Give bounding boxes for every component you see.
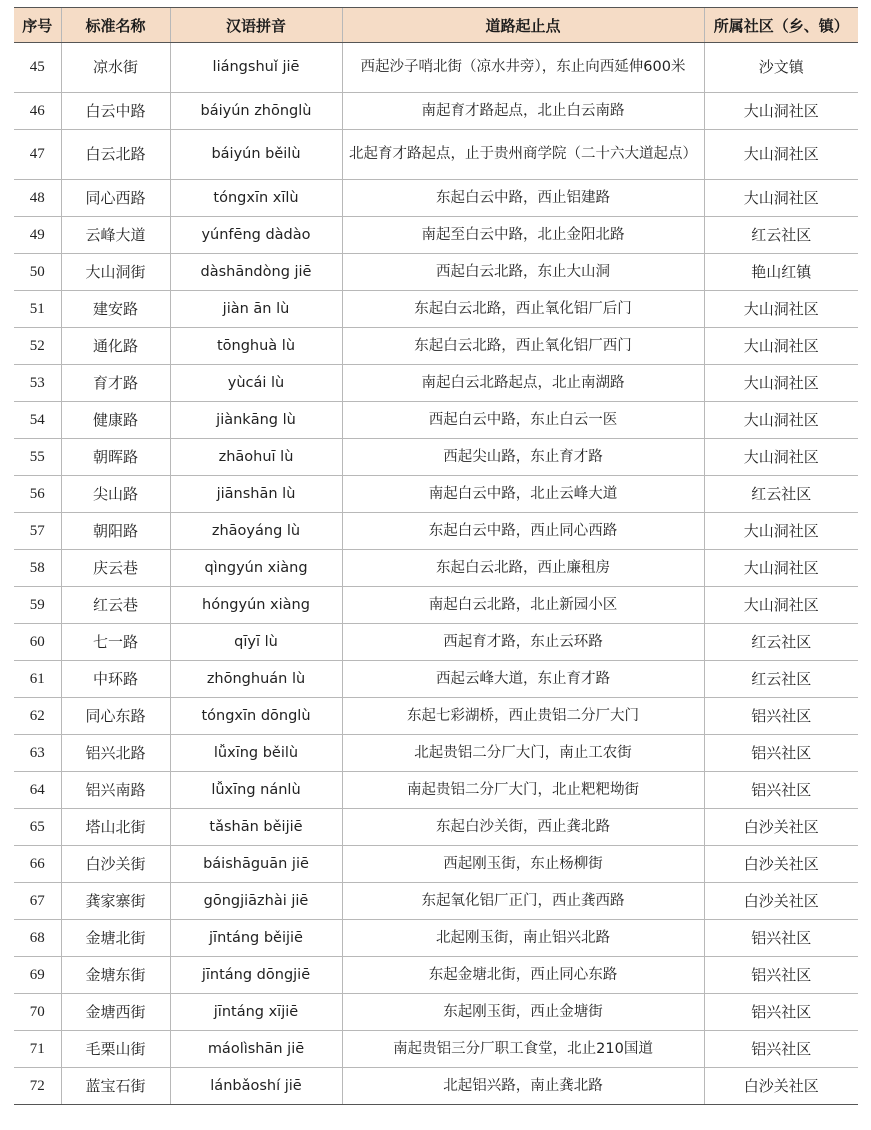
row-number: 64: [14, 772, 61, 809]
row-pinyin: jīntáng běijiē: [170, 920, 342, 957]
table-row: [14, 587, 858, 624]
row-pinyin: yùcái lù: [170, 365, 342, 402]
row-route: 南起贵铝三分厂职工食堂，北止210国道: [342, 1031, 704, 1068]
table-row: [14, 920, 858, 957]
row-number: 55: [14, 439, 61, 476]
row-number: 63: [14, 735, 61, 772]
row-route: 北起铝兴路，南止龚北路: [342, 1068, 704, 1105]
row-route: 东起白云北路，西止氧化铝厂西门: [342, 328, 704, 365]
table-row: [14, 476, 858, 513]
row-community: 铝兴社区: [704, 957, 858, 994]
row-route: 南起白云北路，北止新园小区: [342, 587, 704, 624]
row-pinyin: báiyún zhōnglù: [170, 93, 342, 130]
row-pinyin: lǚxīng běilù: [170, 735, 342, 772]
row-number: 56: [14, 476, 61, 513]
row-pinyin: qìngyún xiàng: [170, 550, 342, 587]
header-standard-name: 标准名称: [61, 8, 170, 43]
row-pinyin: zhōnghuán lù: [170, 661, 342, 698]
row-standard-name: 建安路: [61, 291, 170, 328]
row-standard-name: 毛栗山街: [61, 1031, 170, 1068]
row-community: 白沙关社区: [704, 1068, 858, 1105]
row-route: 北起育才路起点，止于贵州商学院（二十六大道起点）: [342, 130, 704, 180]
row-standard-name: 塔山北街: [61, 809, 170, 846]
row-standard-name: 金塘东街: [61, 957, 170, 994]
row-community: 白沙关社区: [704, 809, 858, 846]
row-community: 红云社区: [704, 624, 858, 661]
row-route: 西起尖山路，东止育才路: [342, 439, 704, 476]
row-route: 东起白云中路，西止铝建路: [342, 180, 704, 217]
row-standard-name: 金塘北街: [61, 920, 170, 957]
row-number: 52: [14, 328, 61, 365]
row-community: 大山洞社区: [704, 328, 858, 365]
row-standard-name: 通化路: [61, 328, 170, 365]
road-names-table: [14, 7, 858, 1105]
row-pinyin: lánbǎoshí jiē: [170, 1068, 342, 1105]
row-route: 西起云峰大道，东止育才路: [342, 661, 704, 698]
table-row: [14, 291, 858, 328]
row-community: 大山洞社区: [704, 365, 858, 402]
row-route: 北起刚玉街，南止铝兴北路: [342, 920, 704, 957]
row-standard-name: 育才路: [61, 365, 170, 402]
row-standard-name: 白沙关街: [61, 846, 170, 883]
row-route: 南起白云北路起点，北止南湖路: [342, 365, 704, 402]
row-community: 大山洞社区: [704, 513, 858, 550]
row-community: 白沙关社区: [704, 883, 858, 920]
row-standard-name: 铝兴南路: [61, 772, 170, 809]
table-row: [14, 883, 858, 920]
row-standard-name: 朝阳路: [61, 513, 170, 550]
table-row: [14, 661, 858, 698]
row-community: 大山洞社区: [704, 180, 858, 217]
row-standard-name: 庆云巷: [61, 550, 170, 587]
row-route: 东起氧化铝厂正门，西止龚西路: [342, 883, 704, 920]
row-standard-name: 铝兴北路: [61, 735, 170, 772]
row-standard-name: 同心西路: [61, 180, 170, 217]
row-community: 红云社区: [704, 476, 858, 513]
row-community: 铝兴社区: [704, 1031, 858, 1068]
table-row: [14, 439, 858, 476]
row-route: 东起刚玉街，西止金塘街: [342, 994, 704, 1031]
row-community: 铝兴社区: [704, 698, 858, 735]
table-row: [14, 365, 858, 402]
table-row: [14, 93, 858, 130]
row-number: 66: [14, 846, 61, 883]
table-row: [14, 328, 858, 365]
row-community: 大山洞社区: [704, 587, 858, 624]
row-standard-name: 朝晖路: [61, 439, 170, 476]
table-row: [14, 772, 858, 809]
table-row: [14, 735, 858, 772]
row-route: 南起育才路起点，北止白云南路: [342, 93, 704, 130]
row-route: 西起刚玉街，东止杨柳街: [342, 846, 704, 883]
table-row: [14, 254, 858, 291]
table-row: [14, 550, 858, 587]
table-row: [14, 130, 858, 180]
header-route: 道路起止点: [342, 8, 704, 43]
row-route: 西起育才路，东止云环路: [342, 624, 704, 661]
row-route: 东起白云北路，西止氧化铝厂后门: [342, 291, 704, 328]
row-route: 西起白云中路，东止白云一医: [342, 402, 704, 439]
row-route: 南起贵铝二分厂大门，北止粑粑坳街: [342, 772, 704, 809]
row-community: 沙文镇: [704, 43, 858, 93]
row-route: 北起贵铝二分厂大门，南止工农街: [342, 735, 704, 772]
row-pinyin: gōngjiāzhài jiē: [170, 883, 342, 920]
row-pinyin: tōnghuà lù: [170, 328, 342, 365]
row-pinyin: tóngxīn dōnglù: [170, 698, 342, 735]
table-row: [14, 846, 858, 883]
table-row: [14, 180, 858, 217]
row-pinyin: liángshuǐ jiē: [170, 43, 342, 93]
row-number: 53: [14, 365, 61, 402]
row-community: 红云社区: [704, 661, 858, 698]
row-pinyin: jiàn ān lù: [170, 291, 342, 328]
row-standard-name: 同心东路: [61, 698, 170, 735]
row-route: 西起沙子哨北街（凉水井旁），东止向西延伸600米: [342, 43, 704, 93]
row-number: 71: [14, 1031, 61, 1068]
row-community: 铝兴社区: [704, 920, 858, 957]
row-number: 72: [14, 1068, 61, 1105]
row-number: 60: [14, 624, 61, 661]
row-standard-name: 金塘西街: [61, 994, 170, 1031]
row-route: 东起七彩湖桥，西止贵铝二分厂大门: [342, 698, 704, 735]
row-community: 大山洞社区: [704, 439, 858, 476]
row-standard-name: 云峰大道: [61, 217, 170, 254]
row-pinyin: jīntáng dōngjiē: [170, 957, 342, 994]
row-community: 大山洞社区: [704, 130, 858, 180]
row-pinyin: dàshāndòng jiē: [170, 254, 342, 291]
row-number: 54: [14, 402, 61, 439]
row-standard-name: 蓝宝石街: [61, 1068, 170, 1105]
row-route: 南起至白云中路，北止金阳北路: [342, 217, 704, 254]
row-number: 47: [14, 130, 61, 180]
table-header-row: [14, 8, 858, 43]
table-row: [14, 43, 858, 93]
row-route: 东起白云中路，西止同心西路: [342, 513, 704, 550]
row-number: 57: [14, 513, 61, 550]
table-body: [14, 43, 858, 1105]
row-standard-name: 红云巷: [61, 587, 170, 624]
row-number: 46: [14, 93, 61, 130]
row-number: 70: [14, 994, 61, 1031]
row-number: 62: [14, 698, 61, 735]
row-standard-name: 尖山路: [61, 476, 170, 513]
header-pinyin: 汉语拼音: [170, 8, 342, 43]
row-pinyin: yúnfēng dàdào: [170, 217, 342, 254]
table-row: [14, 402, 858, 439]
row-community: 铝兴社区: [704, 994, 858, 1031]
row-community: 大山洞社区: [704, 550, 858, 587]
table-row: [14, 217, 858, 254]
row-number: 65: [14, 809, 61, 846]
row-number: 51: [14, 291, 61, 328]
table-row: [14, 698, 858, 735]
row-community: 大山洞社区: [704, 291, 858, 328]
row-standard-name: 大山洞街: [61, 254, 170, 291]
table-row: [14, 809, 858, 846]
row-pinyin: zhāohuī lù: [170, 439, 342, 476]
row-pinyin: jīntáng xījiē: [170, 994, 342, 1031]
row-standard-name: 健康路: [61, 402, 170, 439]
row-pinyin: máolìshān jiē: [170, 1031, 342, 1068]
row-pinyin: lǚxīng nánlù: [170, 772, 342, 809]
row-number: 61: [14, 661, 61, 698]
row-pinyin: hóngyún xiàng: [170, 587, 342, 624]
row-standard-name: 白云北路: [61, 130, 170, 180]
table-row: [14, 1068, 858, 1105]
table-row: [14, 1031, 858, 1068]
table-row: [14, 994, 858, 1031]
row-standard-name: 七一路: [61, 624, 170, 661]
row-number: 48: [14, 180, 61, 217]
row-pinyin: tóngxīn xīlù: [170, 180, 342, 217]
row-community: 艳山红镇: [704, 254, 858, 291]
row-pinyin: qīyī lù: [170, 624, 342, 661]
row-route: 东起白云北路，西止廉租房: [342, 550, 704, 587]
row-community: 铝兴社区: [704, 772, 858, 809]
row-pinyin: báiyún běilù: [170, 130, 342, 180]
table-row: [14, 624, 858, 661]
row-pinyin: zhāoyáng lù: [170, 513, 342, 550]
row-community: 白沙关社区: [704, 846, 858, 883]
row-pinyin: jiànkāng lù: [170, 402, 342, 439]
row-route: 东起白沙关街，西止龚北路: [342, 809, 704, 846]
row-standard-name: 白云中路: [61, 93, 170, 130]
row-route: 西起白云北路，东止大山洞: [342, 254, 704, 291]
row-community: 大山洞社区: [704, 93, 858, 130]
row-community: 铝兴社区: [704, 735, 858, 772]
row-community: 红云社区: [704, 217, 858, 254]
row-number: 68: [14, 920, 61, 957]
row-number: 45: [14, 43, 61, 93]
row-pinyin: tǎshān běijiē: [170, 809, 342, 846]
row-standard-name: 龚家寨街: [61, 883, 170, 920]
table-row: [14, 513, 858, 550]
row-community: 大山洞社区: [704, 402, 858, 439]
header-community: 所属社区（乡、镇）: [704, 8, 858, 43]
row-standard-name: 凉水街: [61, 43, 170, 93]
row-route: 东起金塘北街，西止同心东路: [342, 957, 704, 994]
row-pinyin: báishāguān jiē: [170, 846, 342, 883]
row-number: 50: [14, 254, 61, 291]
row-number: 69: [14, 957, 61, 994]
row-route: 南起白云中路，北止云峰大道: [342, 476, 704, 513]
row-number: 59: [14, 587, 61, 624]
header-number: 序号: [14, 8, 61, 43]
row-number: 67: [14, 883, 61, 920]
table-row: [14, 957, 858, 994]
row-standard-name: 中环路: [61, 661, 170, 698]
row-number: 49: [14, 217, 61, 254]
row-pinyin: jiānshān lù: [170, 476, 342, 513]
row-number: 58: [14, 550, 61, 587]
